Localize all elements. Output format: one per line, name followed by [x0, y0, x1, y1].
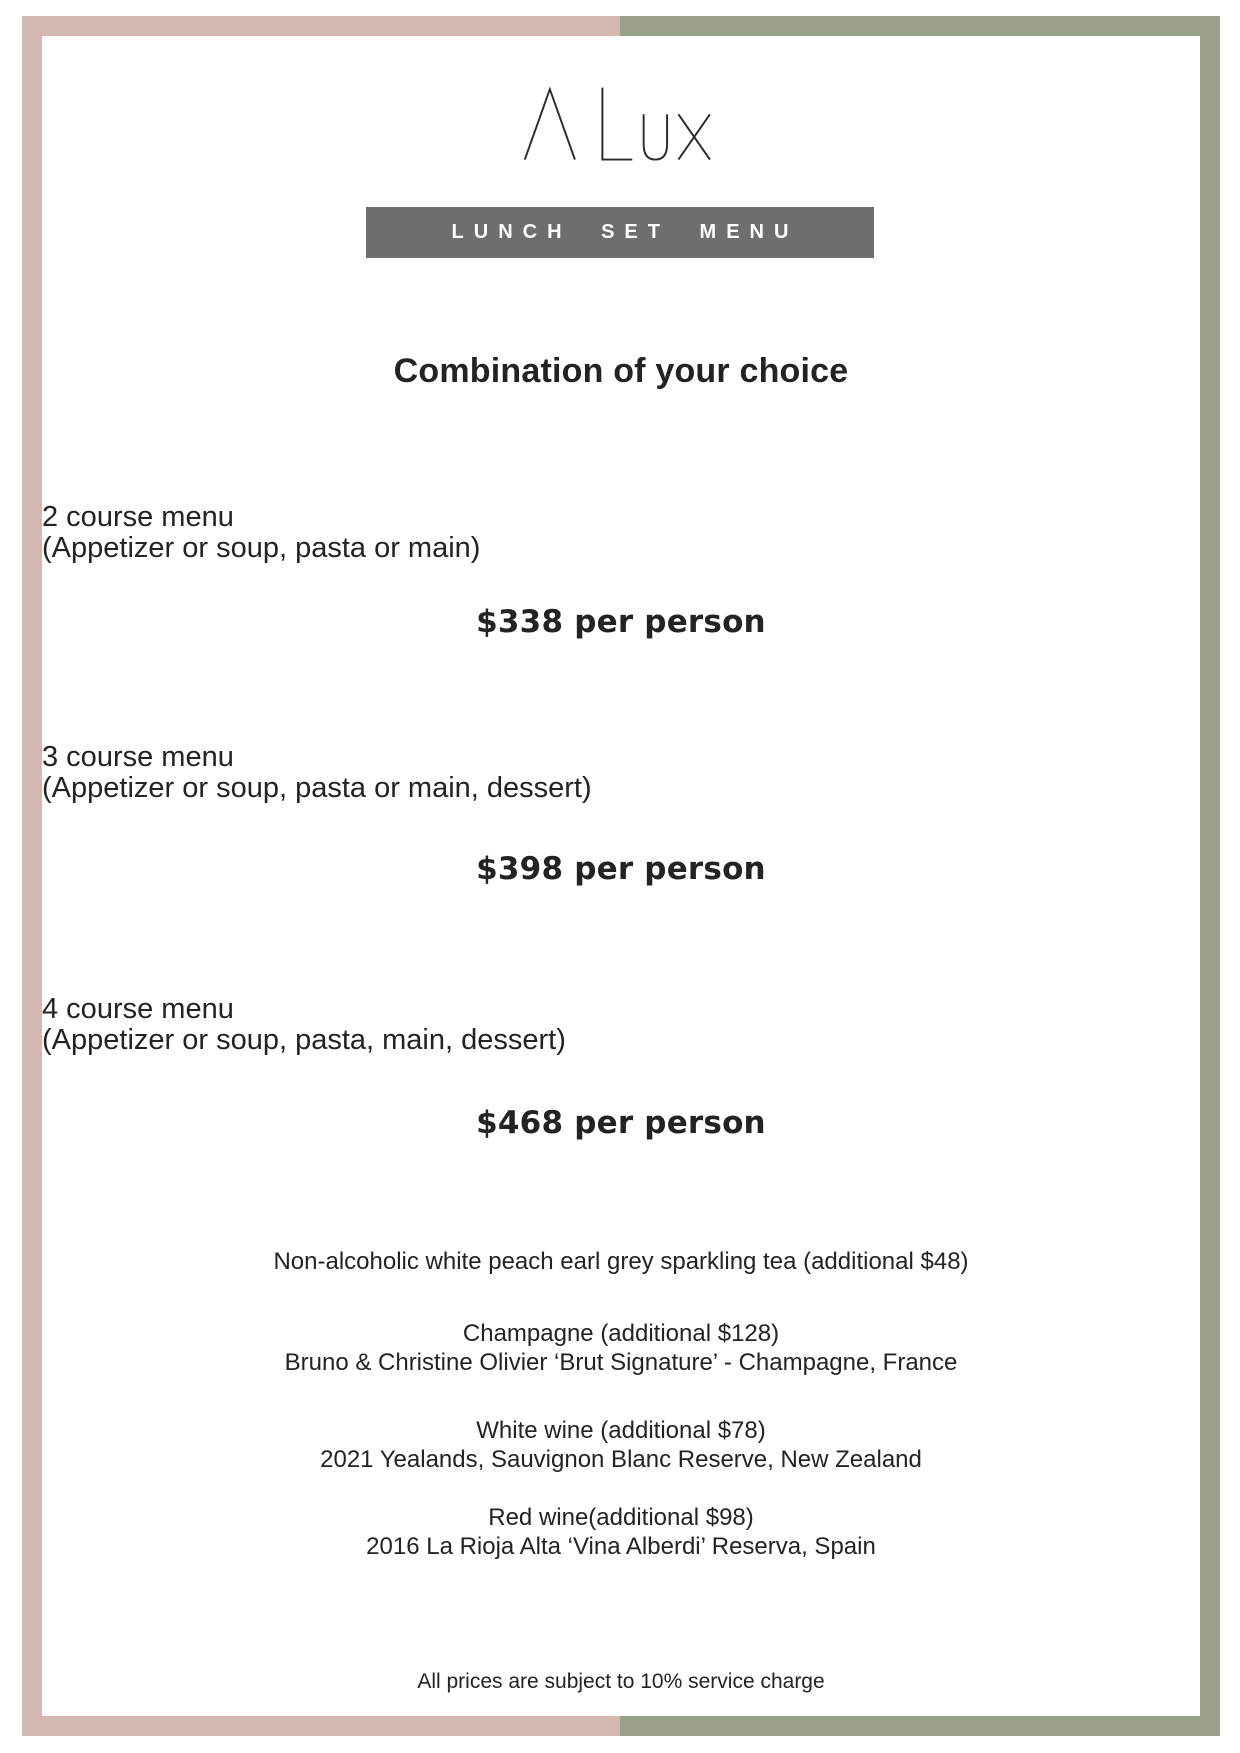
course-detail: (Appetizer or soup, pasta or main) [42, 532, 481, 564]
frame-top-green-segment [620, 16, 1220, 36]
page-title: Combination of your choice [393, 352, 849, 390]
beverage-item-red-wine [42, 1504, 1200, 1561]
frame-left-pink-segment [22, 16, 42, 1736]
beverage-title: Champagne (additional $128) [462, 1320, 780, 1347]
course-title: 4 course menu [42, 993, 234, 1025]
course-title: 3 course menu [42, 741, 234, 773]
beverage-detail: 2016 La Rioja Alta ‘Vina Alberdi’ Reserva, Spain [366, 1532, 876, 1560]
beverage-detail: 2021 Yealands, Sauvignon Blanc Reserve, New Zealand [320, 1445, 922, 1473]
beverage-title: Red wine(additional $98) [488, 1504, 754, 1531]
course-detail: (Appetizer or soup, pasta or main, dessert) [42, 772, 592, 804]
lunch-set-menu-banner [366, 207, 874, 258]
frame-bottom-pink-segment [22, 1716, 620, 1736]
beverage-title: White wine (additional $78) [476, 1417, 766, 1444]
frame-right-green-segment [1200, 16, 1220, 1736]
course-detail: (Appetizer or soup, pasta, main, dessert) [42, 1024, 566, 1056]
beverage-item-sparkling-tea [42, 1248, 1200, 1277]
brand-logo-glyphs [495, 86, 747, 162]
frame-top-pink-segment [22, 16, 620, 36]
course-title: 2 course menu [42, 501, 234, 533]
brand-logo [42, 86, 1200, 167]
frame-bottom-green-segment [620, 1716, 1220, 1736]
banner-label: LUNCH SET MENU [451, 221, 799, 243]
course-price: $338 per person [476, 604, 766, 640]
beverage-title: Non-alcoholic white peach earl grey sparkling tea (additional $48) [273, 1248, 969, 1275]
beverage-item-champagne [42, 1320, 1200, 1377]
beverage-item-white-wine [42, 1417, 1200, 1474]
course-price: $468 per person [476, 1105, 766, 1141]
service-charge-note: All prices are subject to 10% service charge [417, 1670, 825, 1693]
beverage-detail: Bruno & Christine Olivier ‘Brut Signature’ - Champagne, France [284, 1348, 958, 1376]
course-price: $398 per person [476, 851, 766, 887]
